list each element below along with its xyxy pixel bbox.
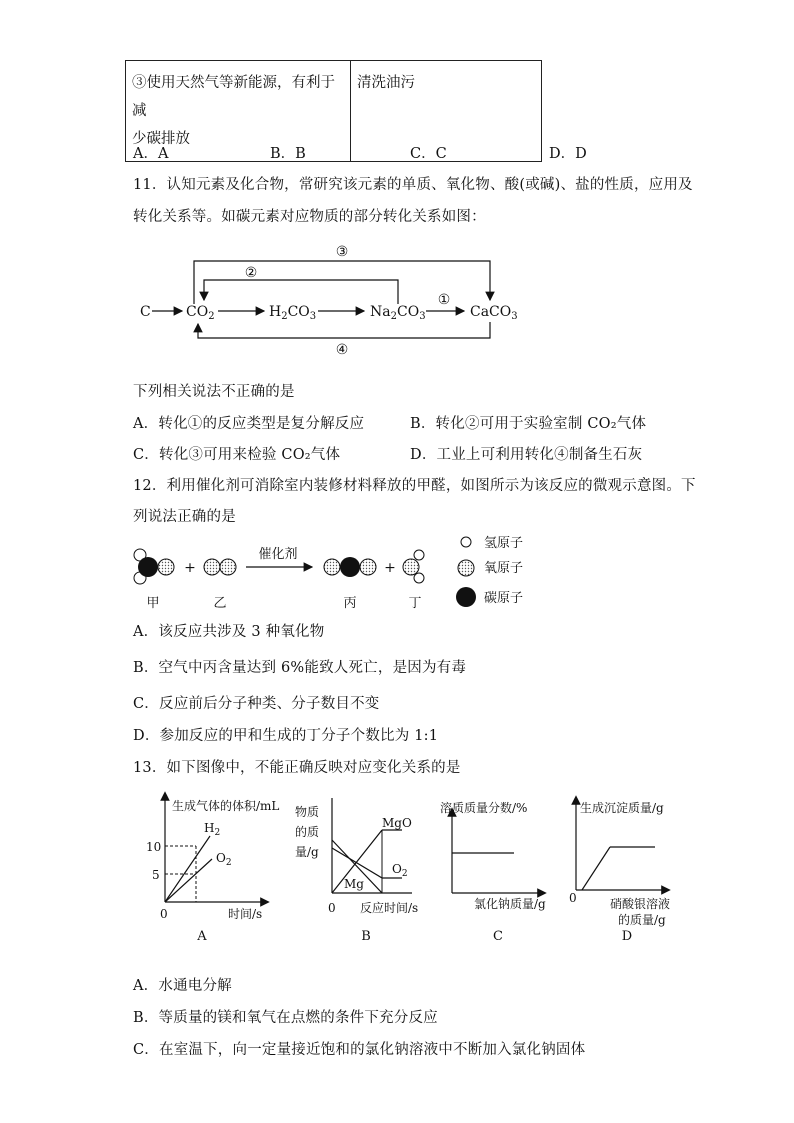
graph-a-y10: 10 [146,840,162,854]
species-c: C [140,304,151,320]
q12-stem-line2: 列说法正确的是 [133,509,236,525]
reaction-micro-diagram [128,528,538,613]
co2-sub: 2 [208,311,215,322]
carbon-conversion-diagram [130,238,530,368]
q12-option-d[interactable]: D．参加反应的甲和生成的丁分子个数比为 1:1 [133,728,439,744]
q13-option-b[interactable]: B．等质量的镁和氧气在点燃的条件下充分反应 [133,1010,438,1026]
graph-a-caption: A [197,929,207,944]
answer-table [125,60,542,162]
graph-b-ylabel3: 量/g [295,845,319,859]
arrow-2 [204,280,398,304]
graph-d [569,800,670,944]
q11-stem-line2: 转化关系等。如碳元素对应物质的部分转化关系如图： [133,209,486,225]
q11-option-d[interactable]: D．工业上可利用转化④制备生石灰 [410,447,643,463]
graph-d-origin: 0 [569,891,577,905]
graph-b-o2-text: O [392,862,402,876]
graph-a-h2-label [204,821,220,838]
graph-a-o2-text: O [216,851,226,865]
label-4: ④ [335,342,349,358]
species-caco3 [470,304,518,322]
graph-a-y5: 5 [152,868,160,882]
caco3-sub: 3 [511,311,518,322]
graph-a-o2-sub: 2 [225,858,232,868]
h2co3-co: CO [287,304,310,320]
label-1: ① [437,292,451,308]
caco3-text: CaCO [470,304,512,320]
legend-oxygen: 氧原子 [484,561,524,576]
name-bing: 丙 [343,596,357,611]
q10-option-a[interactable]: A．A [133,146,169,162]
h2co3-sub1: 2 [281,311,288,322]
q11-question: 下列相关说法不正确的是 [133,384,295,400]
q13-option-c[interactable]: C．在室温下，向一定量接近饱和的氯化钠溶液中不断加入氯化钠固体 [133,1042,586,1058]
q12-option-b[interactable]: B．空气中丙含量达到 6%能致人死亡，是因为有毒 [133,660,467,676]
graph-a-o2-label [216,851,232,868]
arrow-4 [198,322,490,338]
q12-option-c[interactable]: C．反应前后分子种类、分子数目不变 [133,696,380,712]
na2co3-sub1: 2 [390,311,397,322]
molecule-ding [403,550,424,583]
graph-a [146,796,279,944]
graph-d-rise-line [582,847,610,890]
catalyst-label: 催化剂 [258,547,298,562]
h2co3-h: H [269,304,282,320]
na2co3-na: Na [370,304,391,320]
molecule-yi [204,559,236,575]
q13-graphs [130,790,690,950]
graph-b-o2-sub: 2 [401,869,408,879]
species-h2co3 [269,304,316,322]
table-cell-line: 少碳排放 [132,131,190,147]
graph-c [440,800,546,944]
graph-b [295,798,418,944]
graph-c-ylabel: 溶质质量分数/% [440,801,528,815]
graph-d-ylabel: 生成沉淀质量/g [580,801,664,815]
na2co3-sub2: 3 [419,311,426,322]
graph-b-caption: B [361,929,371,944]
q13-option-a[interactable]: A．水通电分解 [133,978,232,994]
graph-d-caption: D [621,929,633,944]
atom-legend [456,536,523,607]
species-na2co3 [370,304,426,322]
graph-b-ylabel2: 的质 [295,825,320,839]
q13-stem: 13．如下图像中，不能正确反映对应变化关系的是 [133,760,461,776]
plus-sign: + [184,560,196,576]
q11-stem-line1: 11．认知元素及化合物，常研究该元素的单质、氧化物、酸(或碱)、盐的性质，应用及 [133,177,693,193]
graph-b-ylabel1: 物质 [295,805,320,819]
na2co3-co: CO [396,304,420,320]
graph-b-mgo-label: MgO [382,816,412,830]
legend-carbon: 碳原子 [484,591,524,606]
graph-b-mg-label: Mg [344,877,364,891]
graph-a-h2-sub: 2 [214,828,221,838]
graph-c-xlabel: 氯化钠质量/g [474,897,546,911]
q11-option-c[interactable]: C．转化③可用来检验 CO₂气体 [133,447,341,463]
graph-d-xlabel1: 硝酸银溶液 [610,897,671,911]
q12-stem-line1: 12．利用催化剂可消除室内装修材料释放的甲醛，如图所示为该反应的微观示意图。下 [133,478,696,494]
graph-b-o2-line [332,848,382,878]
legend-hydrogen: 氢原子 [484,536,524,551]
name-yi: 乙 [213,596,227,611]
q10-option-b[interactable]: B．B [270,146,306,162]
molecule-bing [324,557,376,577]
plus-sign: + [384,560,396,576]
molecule-jia [134,549,174,584]
graph-c-caption: C [493,929,503,944]
species-co2 [186,304,215,322]
graph-a-ylabel: 生成气体的体积/mL [172,799,280,813]
h2co3-sub2: 3 [309,311,317,322]
graph-b-origin: 0 [328,901,336,915]
graph-a-xlabel: 时间/s [228,907,263,921]
graph-a-o2-line [165,859,212,902]
table-cell-text: 清洗油污 [357,75,415,91]
graph-d-xlabel2: 的质量/g [618,913,666,927]
q10-option-d[interactable]: D．D [549,146,587,162]
q12-option-a[interactable]: A．该反应共涉及 3 种氧化物 [133,624,325,640]
q11-option-b[interactable]: B．转化②可用于实验室制 CO₂气体 [410,416,647,432]
label-2: ② [244,265,258,281]
table-cell-line: ③使用天然气等新能源，有利于减 [132,75,335,119]
co2-text: CO [186,304,209,320]
q11-option-a[interactable]: A．转化①的反应类型是复分解反应 [133,416,365,432]
table-row [126,61,542,162]
name-ding: 丁 [408,596,422,611]
graph-a-h2-text: H [204,821,215,835]
graph-b-xlabel: 反应时间/s [360,901,419,915]
graph-a-origin: 0 [160,907,168,921]
q10-option-c[interactable]: C．C [410,146,447,162]
graph-b-o2-label [392,862,408,879]
name-jia: 甲 [146,596,160,611]
label-3: ③ [335,244,349,260]
